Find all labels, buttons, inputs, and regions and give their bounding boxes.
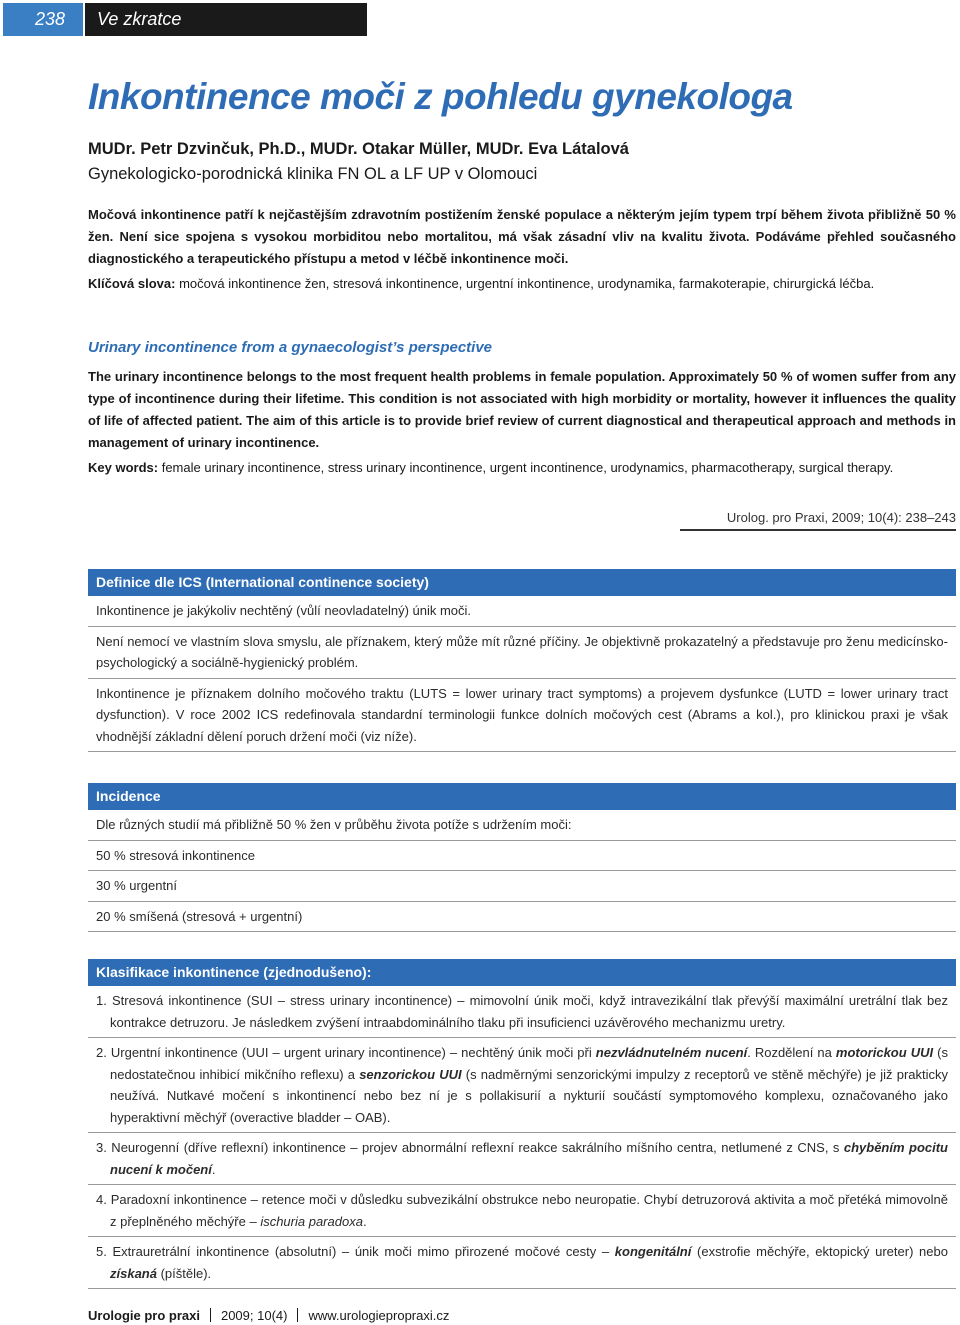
item-emphasis: senzorickou UUI — [359, 1066, 462, 1082]
item-text: (s nadměrnými senzorickými impulzy z receptorů ve stěně měchýře) je již prakticky neužívá. Nutkavé močení s inkontinencí nebo bez ní je s pollakisurií a nykturií součástí symptomového komplexu, označovaného jako hyperaktivní měchýř (overactive bladder – OAB). — [110, 1066, 949, 1125]
item-emphasis: nezvládnutelném nucení — [595, 1045, 748, 1060]
keywords-en-label: Key words: — [88, 460, 159, 475]
footer-issue: 2009; 10(4) — [220, 1308, 288, 1323]
keywords-en-text: female urinary incontinence, stress urinary incontinence, urgent incontinence, urodynamics, pharmacotherapy, surgical therapy. — [161, 460, 894, 475]
item-emphasis: kongenitální — [614, 1244, 692, 1259]
definition-heading: Definice dle ICS (International continence society) — [88, 569, 956, 596]
item-text: . — [211, 1161, 216, 1177]
item-text: 4. Paradoxní inkontinence – retence moči v důsledku subvezikální obstrukce nebo neuropatie. Chybí detruzorová aktivita a moč přetéká mimovolně z přeplněného měchýře – — [96, 1192, 948, 1229]
keywords-cz-label: Klíčová slova: — [88, 276, 176, 291]
footer-divider — [297, 1308, 298, 1322]
footer-url[interactable]: www.urologiepropraxi.cz — [308, 1308, 450, 1323]
abstract-en: The urinary incontinence belongs to the most frequent health problems in female population. Approximately 50 % of women suffer from any type of incontinence during their lifetime. This condition is not associated with high morbidity or mortality, however it influences the quality of life of affected patient. The aim of this article is to provide brief review of current diagnostical and therapeutical approach and methods in management of urinary incontinence. — [88, 369, 956, 450]
classification-item — [88, 1133, 956, 1185]
definition-paragraph: Inkontinence je jakýkoliv nechtěný (vůlí neovladatelný) únik moči. — [88, 596, 956, 627]
definition-box — [88, 569, 956, 752]
abstract-cz: Močová inkontinence patří k nejčastějším zdravotním postižením ženské populace a některým jejím typem trpí během života přibližně 50 % žen. Není sice spojena s vysokou morbiditou nebo mortalitou, má však zásadní vliv na kvalitu života. Podáváme přehled současného diagnostického a terapeutického přístupu a metod v léčbě inkontinence moči. — [88, 207, 956, 266]
classification-item — [88, 1038, 956, 1133]
article-title: Inkontinence moči z pohledu gynekologa — [88, 76, 793, 117]
incidence-item: 30 % urgentní — [88, 871, 956, 902]
page-number: 238 — [3, 3, 83, 36]
keywords-cz-text: močová inkontinence žen, stresová inkontinence, urgentní inkontinence, urodynamika, farmakoterapie, chirurgická léčba. — [179, 276, 875, 291]
keywords-en — [88, 457, 956, 479]
item-text: . — [362, 1213, 367, 1229]
article-authors: MUDr. Petr Dzvinčuk, Ph.D., MUDr. Otakar Müller, MUDr. Eva Látalová — [88, 140, 629, 158]
classification-item — [88, 1185, 956, 1237]
page-footer — [88, 1308, 449, 1323]
incidence-box — [88, 783, 956, 932]
classification-box — [88, 959, 956, 1289]
citation: Urolog. pro Praxi, 2009; 10(4): 238–243 — [680, 510, 956, 531]
definition-paragraph: Inkontinence je příznakem dolního močového traktu (LUTS = lower urinary tract symptoms) a projevem dysfunkce (LUTD = lower urinary tract dysfunction). V roce 2002 ICS redefinovala standardní terminologii funkce dolních močových cest (Abrams a kol.), pro klinickou praxi je však vhodnější základní dělení poruch držení moči (viz níže). — [88, 679, 956, 753]
item-text: (s nedostatečnou inhibicí mikčního reflexu) a — [110, 1045, 948, 1082]
classification-heading: Klasifikace inkontinence (zjednodušeno): — [88, 959, 956, 986]
article-title-en: Urinary incontinence from a gynaecologist’s perspective — [88, 339, 493, 356]
classification-item: 1. Stresová inkontinence (SUI – stress urinary incontinence) – mimovolní únik moči, když intravezikální tlak převýší maximální uretrální tlak bez kontrakce detruzoru. Je následkem zvýšení intraabdominálního tlaku při insuficienci uzávěrového mechanizmu uretry. — [88, 986, 956, 1038]
incidence-item: 50 % stresová inkontinence — [88, 841, 956, 872]
article-institution: Gynekologicko-porodnická klinika FN OL a LF UP v Olomouci — [88, 165, 538, 183]
item-emphasis: chyběním pocitu nucení k močení — [110, 1140, 948, 1177]
item-text: 5. Extrauretrální inkontinence (absolutní) – únik moči mimo přirozené močové cesty – — [96, 1244, 615, 1259]
item-text: (exstrofie měchýře, ektopický ureter) nebo — [691, 1244, 948, 1259]
footer-journal: Urologie pro praxi — [88, 1308, 200, 1323]
item-emphasis: získaná — [110, 1265, 157, 1281]
page-header — [3, 3, 367, 36]
item-text: 2. Urgentní inkontinence (UUI – urgent urinary incontinence) – nechtěný únik moči při — [96, 1045, 596, 1060]
classification-item — [88, 1237, 956, 1289]
item-emphasis: motorickou UUI — [835, 1045, 934, 1060]
definition-paragraph: Není nemocí ve vlastním slova smyslu, ale příznakem, který může mít různé příčiny. Je objektivně prokazatelný a představuje pro ženu medicínsko-psychologický a sociálně-hygienický problém. — [88, 627, 956, 679]
footer-divider — [210, 1308, 211, 1322]
item-text: (píštěle). — [156, 1265, 212, 1281]
incidence-item: 20 % smíšená (stresová + urgentní) — [88, 902, 956, 933]
item-italic: ischuria paradoxa — [260, 1213, 363, 1229]
item-text: . Rozdělení na — [747, 1045, 836, 1060]
keywords-cz — [88, 273, 956, 295]
incidence-intro: Dle různých studií má přibližně 50 % žen v průběhu života potíže s udržením moči: — [88, 810, 956, 841]
section-label: Ve zkratce — [85, 3, 367, 36]
incidence-heading: Incidence — [88, 783, 956, 810]
item-text: 3. Neurogenní (dříve reflexní) inkontinence – projev abnormální reflexní reakce sakrálního míšního centra, netlumené z CNS, s — [96, 1140, 844, 1155]
